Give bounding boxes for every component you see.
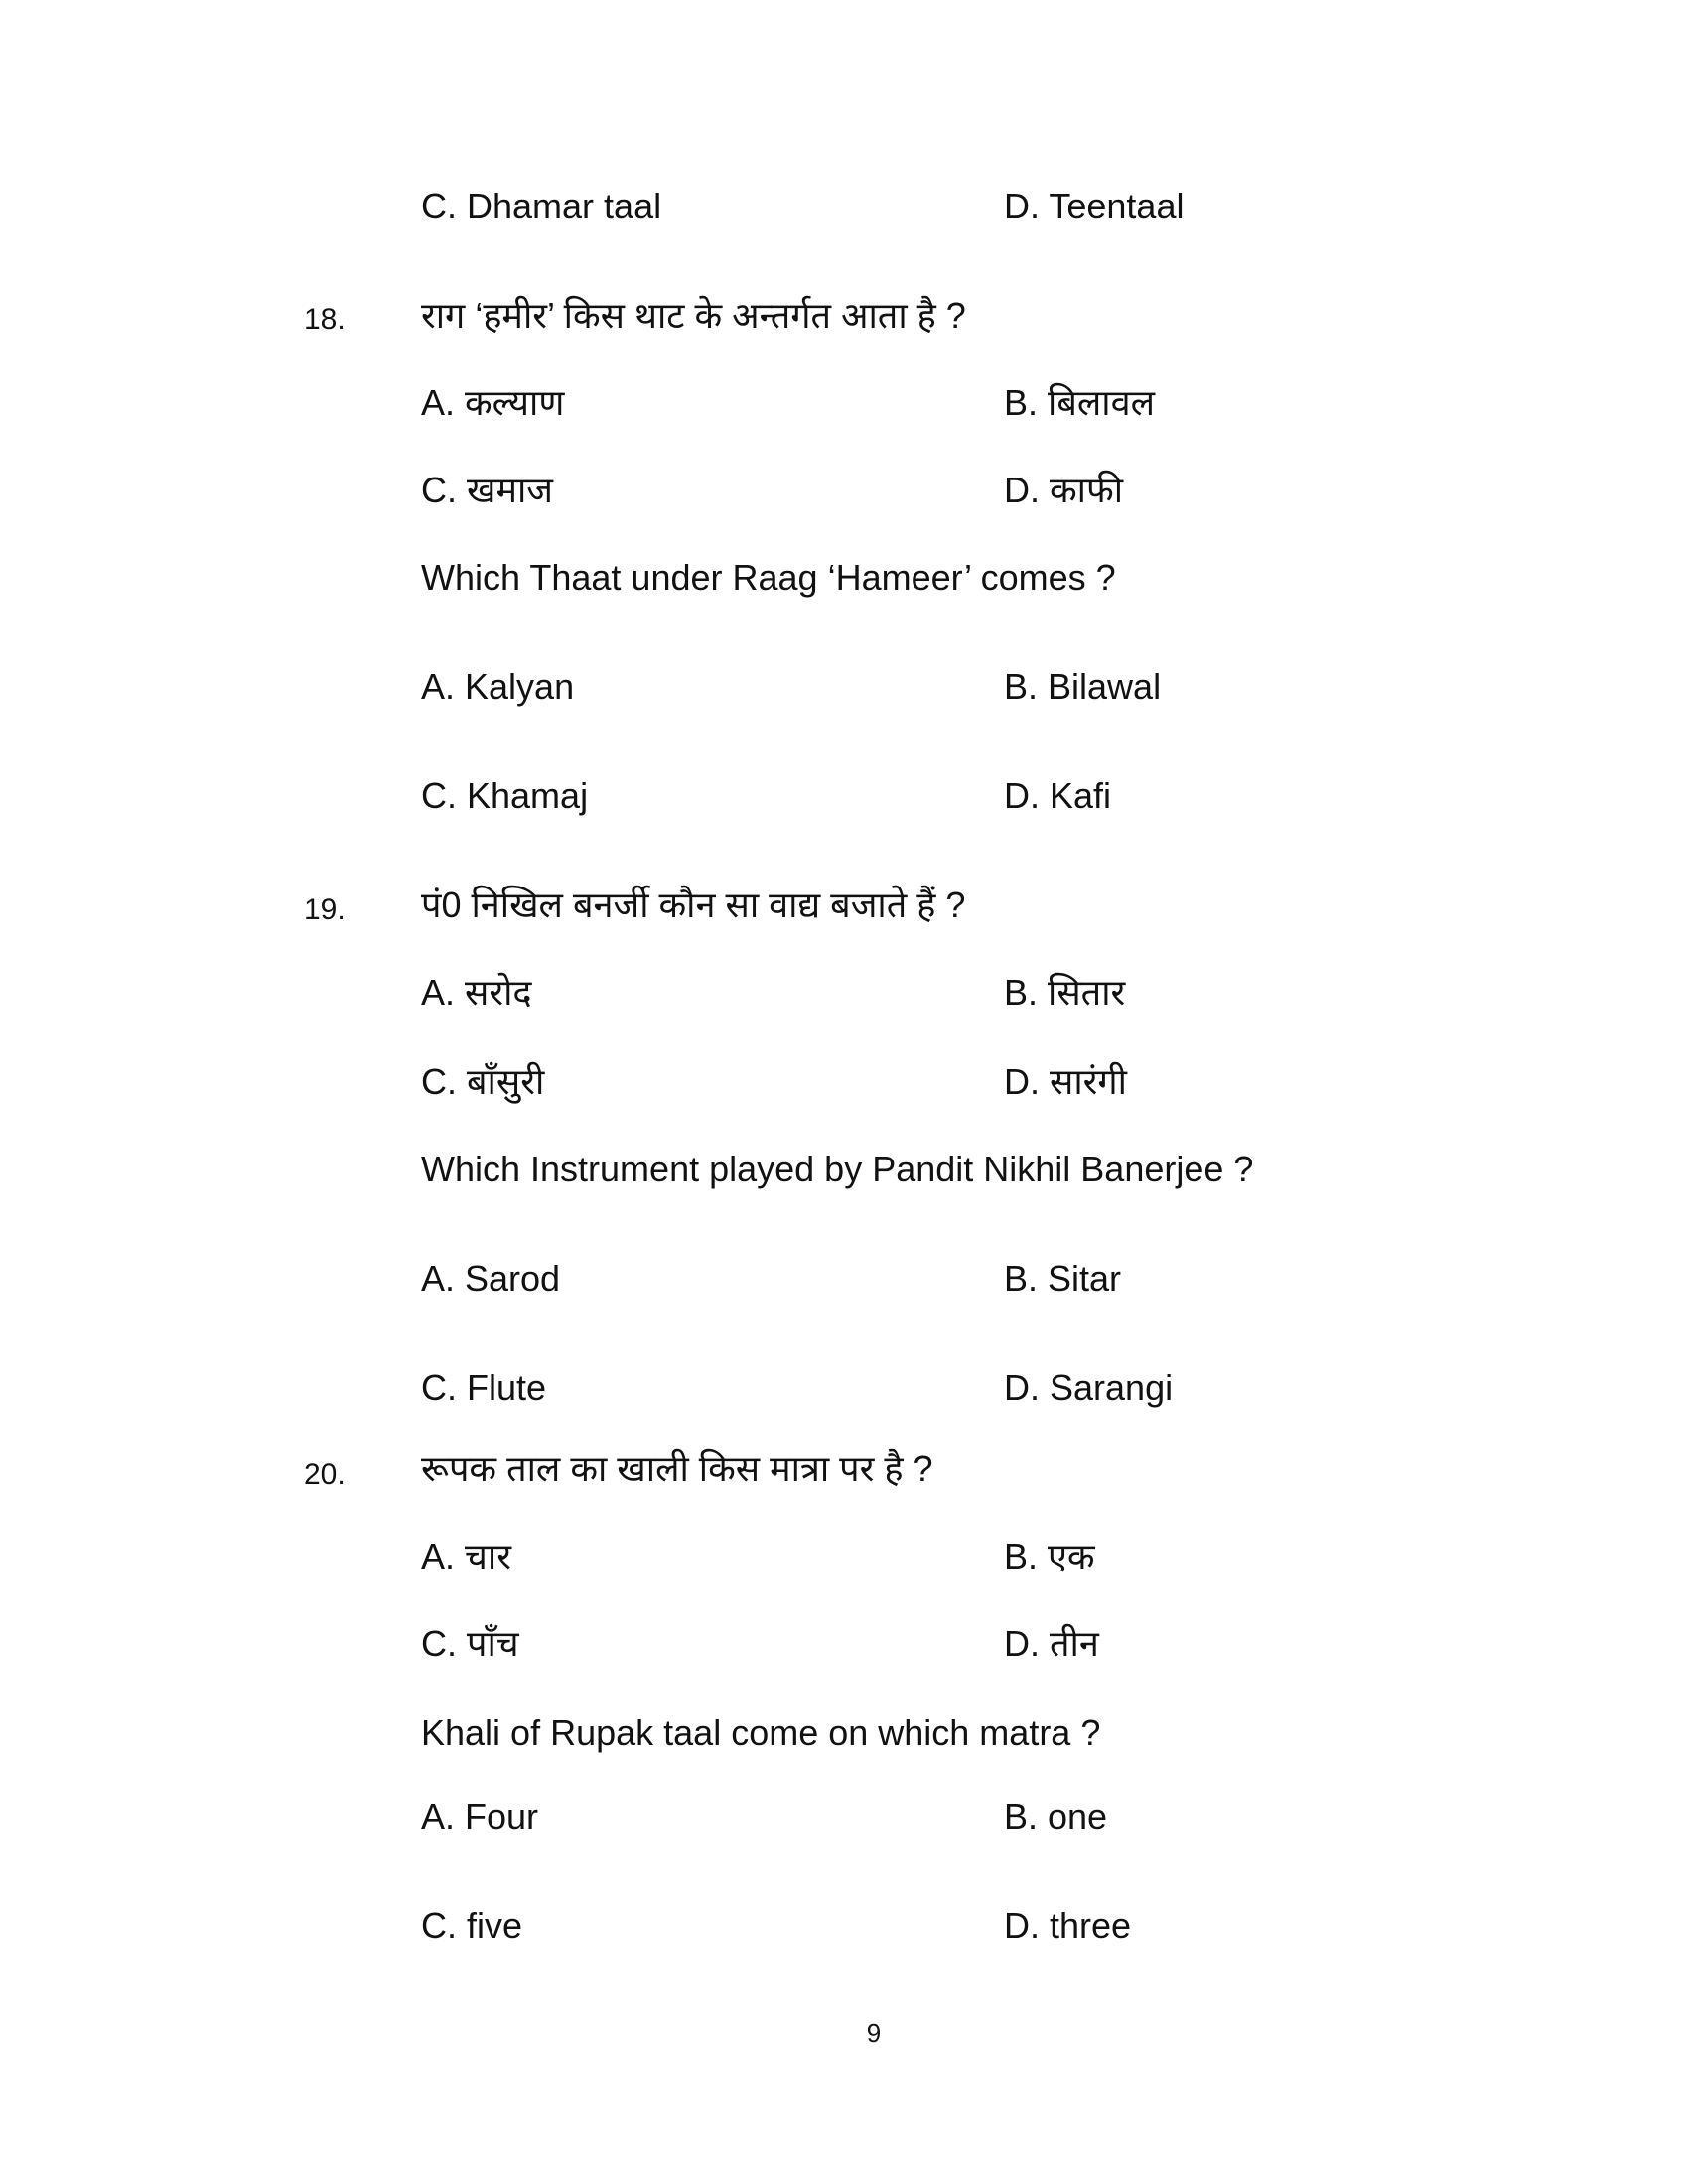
q20-hindi-option-d: D. तीन bbox=[1004, 1623, 1099, 1664]
q20-hindi-option-a: A. चार bbox=[421, 1536, 511, 1576]
q20-hindi-option-b: B. एक bbox=[1004, 1536, 1095, 1576]
q20-english-question: Khali of Rupak taal come on which matra ? bbox=[421, 1712, 1101, 1753]
q19-english-option-c: C. Flute bbox=[421, 1367, 547, 1408]
q20-english-option-a: A. Four bbox=[421, 1796, 539, 1837]
q18-english-option-b: B. Bilawal bbox=[1004, 666, 1162, 707]
q19-english-option-b: B. Sitar bbox=[1004, 1258, 1122, 1298]
q20-hindi-option-c: C. पाँच bbox=[421, 1623, 519, 1664]
q18-english-option-c: C. Khamaj bbox=[421, 775, 589, 816]
q18-hindi-option-b: B. बिलावल bbox=[1004, 382, 1156, 423]
q19-hindi-option-c: C. बाँसुरी bbox=[421, 1061, 545, 1102]
q18-english-option-a: A. Kalyan bbox=[421, 666, 575, 707]
q20-english-option-b: B. one bbox=[1004, 1796, 1108, 1837]
page-number: 9 bbox=[866, 2018, 882, 2048]
q19-english-question: Which Instrument played by Pandit Nikhil Banerjee ? bbox=[421, 1149, 1254, 1189]
q20-hindi-question: रूपक ताल का खाली किस मात्रा पर है ? bbox=[421, 1448, 933, 1489]
q19-hindi-option-d: D. सारंगी bbox=[1004, 1061, 1127, 1102]
q18-hindi-question: राग ‘हमीर’ किस थाट के अन्तर्गत आता है ? bbox=[421, 295, 966, 336]
q19-english-option-d: D. Sarangi bbox=[1004, 1367, 1174, 1408]
q20-english-option-c: C. five bbox=[421, 1905, 523, 1946]
q20-number: 20. bbox=[304, 1458, 346, 1491]
q20-english-option-d: D. three bbox=[1004, 1905, 1132, 1946]
q19-hindi-question: पं0 निखिल बनर्जी कौन सा वाद्य बजाते हैं ? bbox=[421, 885, 966, 925]
q18-english-question: Which Thaat under Raag ‘Hameer’ comes ? bbox=[421, 557, 1116, 598]
q18-hindi-option-c: C. खमाज bbox=[421, 470, 554, 510]
q18-english-option-d: D. Kafi bbox=[1004, 775, 1112, 816]
q19-hindi-option-b: B. सितार bbox=[1004, 972, 1126, 1013]
q19-english-option-a: A. Sarod bbox=[421, 1258, 561, 1298]
q17-option-c: C. Dhamar taal bbox=[421, 186, 662, 226]
q18-number: 18. bbox=[304, 303, 346, 336]
q18-hindi-option-a: A. कल्याण bbox=[421, 382, 565, 423]
q19-number: 19. bbox=[304, 893, 346, 926]
q17-option-d: D. Teentaal bbox=[1004, 186, 1185, 226]
q18-hindi-option-d: D. काफी bbox=[1004, 470, 1124, 510]
q19-hindi-option-a: A. सरोद bbox=[421, 972, 532, 1013]
